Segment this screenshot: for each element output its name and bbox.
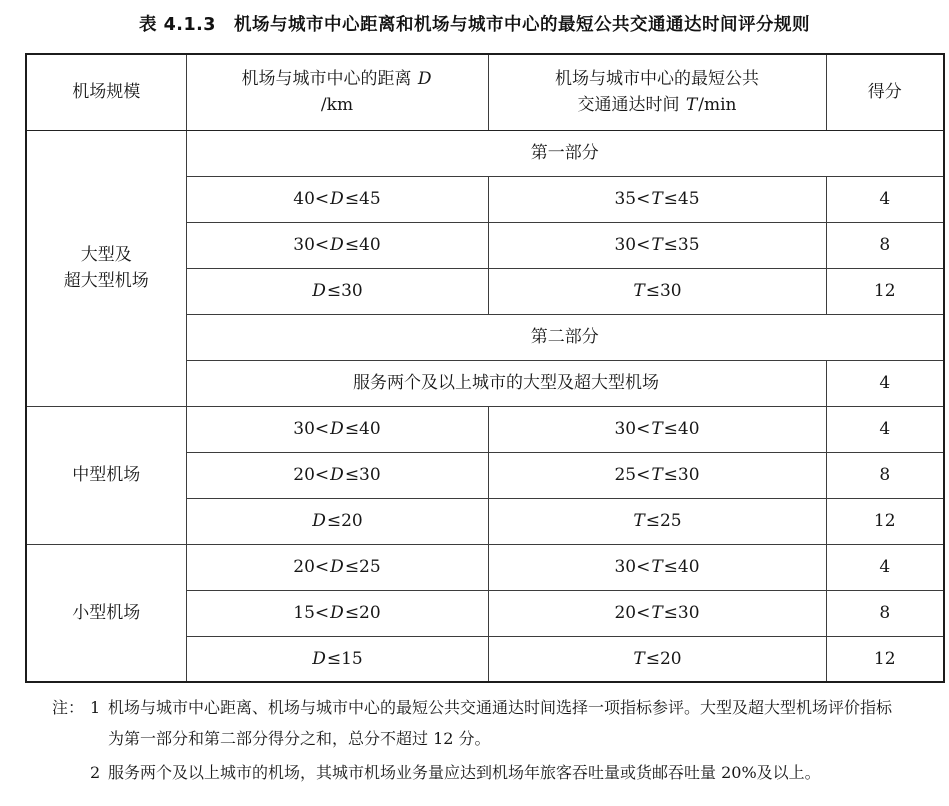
range-prefix: 20< bbox=[293, 464, 330, 485]
cell-score: 4 bbox=[826, 406, 944, 452]
note-1-text bbox=[108, 692, 922, 754]
cell-distance-range bbox=[186, 452, 488, 498]
range-variable: T bbox=[651, 418, 663, 439]
cell-score: 12 bbox=[826, 498, 944, 544]
note-2-line1: 服务两个及以上城市的机场，其城市机场业务量应达到机场年旅客吞吐量或货邮吞吐量 20%及以上。 bbox=[108, 763, 821, 782]
range-variable: D bbox=[330, 556, 344, 577]
scale-large-line2: 超大型机场 bbox=[63, 271, 149, 291]
range-prefix: 40< bbox=[293, 188, 330, 209]
range-prefix: 20< bbox=[614, 602, 651, 623]
cell-time-range bbox=[488, 176, 826, 222]
range-variable: D bbox=[312, 510, 326, 531]
cell-score: 8 bbox=[826, 222, 944, 268]
note-number: 2 bbox=[90, 763, 101, 782]
range-variable: D bbox=[330, 234, 344, 255]
cell-distance-range bbox=[186, 544, 488, 590]
range-variable: D bbox=[312, 280, 326, 301]
header-time-line1: 机场与城市中心的最短公共 bbox=[555, 68, 759, 89]
range-variable: D bbox=[312, 648, 326, 669]
range-suffix: ≤40 bbox=[663, 556, 700, 577]
range-suffix: ≤30 bbox=[663, 464, 700, 485]
cell-time-range bbox=[488, 498, 826, 544]
range-suffix: ≤40 bbox=[344, 418, 381, 439]
scoring-table bbox=[25, 53, 945, 683]
range-suffix: ≤30 bbox=[326, 280, 363, 301]
range-suffix: ≤35 bbox=[663, 234, 700, 255]
range-variable: T bbox=[633, 280, 645, 301]
range-variable: D bbox=[330, 602, 344, 623]
note-2-text bbox=[108, 757, 922, 788]
range-prefix: 20< bbox=[293, 556, 330, 577]
note-number: 1 bbox=[90, 698, 101, 717]
range-variable: D bbox=[330, 464, 344, 485]
range-prefix: 15< bbox=[293, 602, 330, 623]
note-1-line1: 机场与城市中心距离、机场与城市中心的最短公共交通通达时间选择一项指标参评。大型及超大型机场评价指标 bbox=[108, 698, 893, 717]
range-suffix: ≤25 bbox=[645, 510, 682, 531]
range-variable: D bbox=[330, 418, 344, 439]
range-variable: T bbox=[633, 510, 645, 531]
range-suffix: ≤20 bbox=[326, 510, 363, 531]
part1-header-cell: 第一部分 bbox=[186, 130, 944, 176]
scale-cell-medium: 中型机场 bbox=[26, 406, 186, 544]
range-suffix: ≤40 bbox=[344, 234, 381, 255]
distance-variable: D bbox=[417, 68, 432, 89]
range-prefix: 30< bbox=[614, 556, 651, 577]
range-suffix: ≤15 bbox=[326, 648, 363, 669]
header-cell-time bbox=[488, 54, 826, 130]
note-1-line2: 为第一部分和第二部分得分之和，总分不超过 12 分。 bbox=[108, 729, 491, 748]
header-time-line2 bbox=[489, 92, 826, 118]
range-prefix: 35< bbox=[614, 188, 651, 209]
range-variable: T bbox=[651, 464, 663, 485]
range-variable: D bbox=[330, 188, 344, 209]
table-row bbox=[26, 406, 944, 452]
cell-score: 12 bbox=[826, 268, 944, 314]
cell-score: 4 bbox=[826, 360, 944, 406]
cell-distance-range bbox=[186, 590, 488, 636]
cell-score: 4 bbox=[826, 544, 944, 590]
cell-distance-range bbox=[186, 498, 488, 544]
cell-multi-city-condition: 服务两个及以上城市的大型及超大型机场 bbox=[186, 360, 826, 406]
range-variable: T bbox=[651, 602, 663, 623]
range-suffix: ≤20 bbox=[645, 648, 682, 669]
header-cell-airport-scale: 机场规模 bbox=[26, 54, 186, 130]
header-row bbox=[26, 54, 944, 130]
header-distance-text: 机场与城市中心的距离 bbox=[241, 68, 417, 89]
range-suffix: ≤45 bbox=[663, 188, 700, 209]
range-suffix: ≤30 bbox=[663, 602, 700, 623]
cell-time-range bbox=[488, 636, 826, 682]
time-variable: T bbox=[685, 95, 698, 116]
cell-time-range bbox=[488, 268, 826, 314]
range-prefix: 30< bbox=[614, 418, 651, 439]
header-distance-line1 bbox=[187, 66, 488, 92]
cell-score: 4 bbox=[826, 176, 944, 222]
range-suffix: ≤30 bbox=[645, 280, 682, 301]
cell-distance-range bbox=[186, 176, 488, 222]
header-cell-score: 得分 bbox=[826, 54, 944, 130]
header-cell-distance bbox=[186, 54, 488, 130]
range-suffix: ≤25 bbox=[344, 556, 381, 577]
cell-score: 8 bbox=[826, 452, 944, 498]
note-1 bbox=[52, 692, 922, 754]
cell-distance-range bbox=[186, 636, 488, 682]
part2-header-cell: 第二部分 bbox=[186, 314, 944, 360]
note-2 bbox=[52, 757, 922, 788]
range-suffix: ≤45 bbox=[344, 188, 381, 209]
table-row bbox=[26, 544, 944, 590]
range-prefix: 30< bbox=[614, 234, 651, 255]
cell-time-range bbox=[488, 222, 826, 268]
range-variable: T bbox=[651, 234, 663, 255]
range-variable: T bbox=[651, 556, 663, 577]
range-prefix: 30< bbox=[293, 418, 330, 439]
range-prefix: 30< bbox=[293, 234, 330, 255]
range-suffix: ≤30 bbox=[344, 464, 381, 485]
table-row bbox=[26, 130, 944, 176]
cell-distance-range bbox=[186, 406, 488, 452]
cell-time-range bbox=[488, 452, 826, 498]
cell-time-range bbox=[488, 406, 826, 452]
cell-time-range bbox=[488, 544, 826, 590]
notes-block bbox=[52, 692, 922, 788]
header-time-text: 交通通达时间 bbox=[577, 95, 685, 116]
range-prefix: 25< bbox=[614, 464, 651, 485]
cell-score: 8 bbox=[826, 590, 944, 636]
cell-distance-range bbox=[186, 268, 488, 314]
range-variable: T bbox=[651, 188, 663, 209]
header-time-unit: /min bbox=[698, 95, 737, 116]
range-suffix: ≤40 bbox=[663, 418, 700, 439]
document-page bbox=[0, 11, 949, 806]
scale-cell-small: 小型机场 bbox=[26, 544, 186, 682]
cell-score: 12 bbox=[826, 636, 944, 682]
header-distance-unit: /km bbox=[320, 95, 354, 116]
scale-cell-large bbox=[26, 130, 186, 406]
note-prefix: 注： bbox=[52, 698, 85, 717]
table-caption: 表 4.1.3 机场与城市中心距离和机场与城市中心的最短公共交通通达时间评分规则 bbox=[139, 15, 810, 35]
cell-distance-range bbox=[186, 222, 488, 268]
cell-time-range bbox=[488, 590, 826, 636]
scale-large-line1: 大型及 bbox=[80, 244, 132, 265]
range-variable: T bbox=[633, 648, 645, 669]
range-suffix: ≤20 bbox=[344, 602, 381, 623]
